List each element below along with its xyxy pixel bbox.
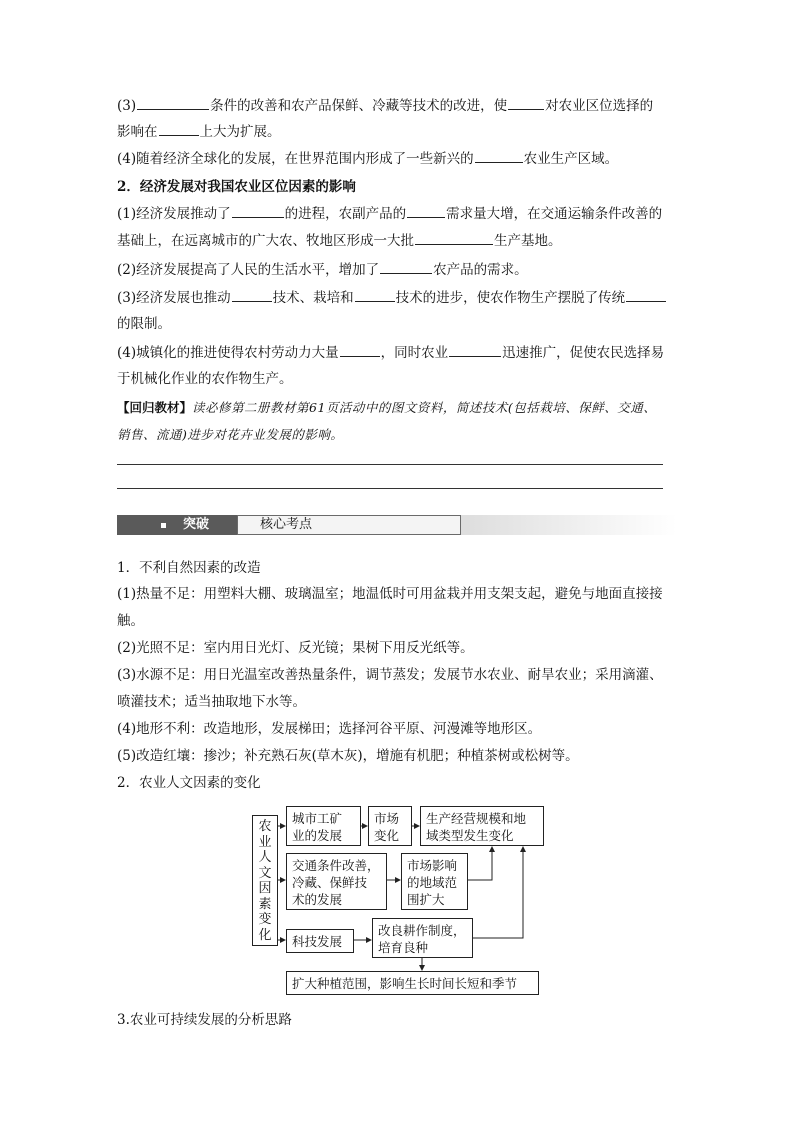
- fill-blank[interactable]: [415, 229, 493, 245]
- box-cultivation: 改良耕作制度， 培育良种: [372, 918, 473, 958]
- fill-blank[interactable]: [159, 120, 199, 136]
- fill-blank[interactable]: [626, 286, 666, 302]
- review-textbook: 【回归教材】读必修第二册教材第61页活动中的图文资料，简述技术(包括栽培、保鲜、交通、 销售、流通)进步对花卉业发展的影响。: [117, 400, 657, 442]
- fill-blank[interactable]: [355, 286, 395, 302]
- answer-line[interactable]: [117, 464, 663, 465]
- fill-blank[interactable]: [407, 202, 445, 218]
- para-labor-cont: 于机械化作业的农作物生产。: [117, 371, 293, 387]
- para-urbanization: (1)经济发展推动了 的进程，农副产品的 需求量大增，在交通运输条件改善的: [117, 202, 687, 226]
- box-market-change: 市场 变化: [368, 806, 412, 846]
- para-globalization: (4)随着经济全球化的发展，在世界范围内形成了一些新兴的 农业生产区域。: [117, 147, 687, 171]
- box-tech-development: 科技发展: [286, 929, 354, 953]
- sec1-line: (1)热量不足：用塑料大棚、玻璃温室；地温低时可用盆栽并用支架支起，避免与地面直接接: [117, 586, 663, 602]
- review-tag: 【回归教材】: [117, 400, 193, 415]
- fill-blank[interactable]: [475, 147, 523, 163]
- para-living-standard: (2)经济发展提高了人民的生活水平，增加了 农产品的需求。: [117, 258, 687, 282]
- banner-light: 核心考点: [237, 515, 461, 535]
- box-urban-industry: 城市工矿 业的发展: [286, 806, 361, 846]
- sec1-line: (4)地形不利：改造地形，发展梯田；选择河谷平原、河漫滩等地形区。: [117, 721, 542, 737]
- fill-blank[interactable]: [449, 341, 501, 357]
- para-technology: (3)经济发展也推动 技术、栽培和 技术的进步，使农作物生产摆脱了传统: [117, 286, 687, 310]
- sec2-title: 2．农业人文因素的变化: [117, 775, 261, 791]
- fill-blank[interactable]: [137, 94, 209, 110]
- fill-blank[interactable]: [232, 286, 272, 302]
- banner-dark: 突破: [117, 515, 237, 535]
- para-transport-condition-cont: 影响在 上大为扩展。: [117, 120, 687, 144]
- box-market-range: 市场影响 的地域范 围扩大: [401, 853, 468, 910]
- fill-blank[interactable]: [380, 258, 432, 274]
- fill-blank[interactable]: [508, 94, 544, 110]
- square-icon: [161, 523, 166, 528]
- para-technology-cont: 的限制。: [117, 316, 171, 332]
- para-urbanization-cont: 基础上，在远离城市的广大农、牧地区形成一大批 生产基地。: [117, 229, 687, 253]
- sec1-line: 触。: [117, 613, 144, 629]
- para-transport-condition: (3) 条件的改善和农产品保鲜、冷藏等技术的改进，使 对农业区位选择的: [117, 94, 687, 118]
- fill-blank[interactable]: [340, 341, 380, 357]
- sec1-line: (3)水源不足：用日光温室改善热量条件，调节蒸发；发展节水农业、耐旱农业；采用滴灌、: [117, 667, 663, 683]
- section-banner: [117, 515, 677, 535]
- box-transport-tech: 交通条件改善， 冷藏、保鲜技 术的发展: [286, 853, 387, 910]
- sec1-line: (2)光照不足：室内用日光灯、反光镜；果树下用反光纸等。: [117, 640, 474, 656]
- sec3-title: 3.农业可持续发展的分析思路: [117, 1012, 292, 1028]
- diagram-vertical-label: 农 业 人 文 因 素 变 化: [252, 815, 278, 946]
- sec1-line: 喷灌技术；适当抽取地下水等。: [117, 694, 306, 710]
- box-planting-range: 扩大种植范围，影响生长时间长短和季节: [286, 971, 539, 995]
- sec1-title: 1．不利自然因素的改造: [117, 560, 261, 576]
- sec1-line: (5)改造红壤：掺沙；补充熟石灰(草木灰)，增施有机肥；种植茶树或松树等。: [117, 748, 579, 764]
- para-labor: (4)城镇化的推进使得农村劳动力大量 ，同时农业 迅速推广，促使农民选择易: [117, 341, 687, 365]
- answer-line[interactable]: [117, 488, 663, 489]
- box-production-scale: 生产经营规模和地 域类型发生变化: [420, 806, 544, 846]
- fill-blank[interactable]: [232, 202, 284, 218]
- heading-economic-impact: 2．经济发展对我国农业区位因素的影响: [117, 179, 356, 195]
